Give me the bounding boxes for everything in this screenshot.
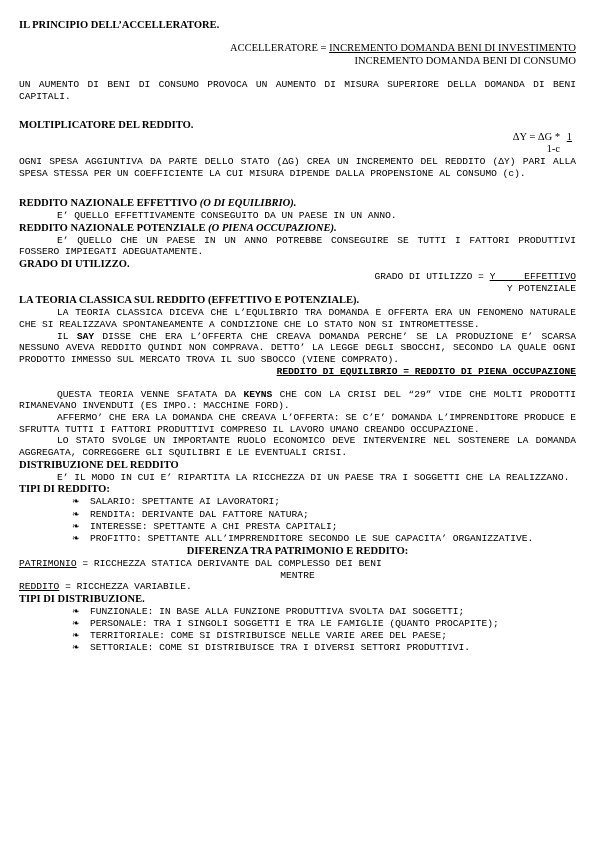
- bullet-icon: ❧: [72, 631, 80, 642]
- grado-formula: [19, 271, 576, 294]
- patrimonio-term: PATRIMONIO: [19, 557, 77, 569]
- bullet-icon: ❧: [72, 619, 80, 630]
- distribuzione-text: E’ IL MODO IN CUI E’ RIPARTITA LA RICCHEZZA DI UN PAESE TRA I SOGGETTI CHE LA REALIZZANO.: [57, 471, 570, 483]
- list-item: ❧ PROFITTO: SPETTANTE ALL’IMPRRENDITORE SECONDO LE SUE CAPACITA’ ORGANIZZATIVE.: [72, 532, 534, 544]
- list-item: ❧ SALARIO: SPETTANTE AI LAVORATORI;: [72, 496, 280, 508]
- potenziale-text: E’ QUELLO CHE UN PAESE IN UN ANNO POTREBBE CONSEGUIRE SE TUTTI I FATTORI PRODUTTIVI FOSSERO IMPIEGATI ADEGUATAMENTE.: [19, 234, 576, 258]
- accelleratore-label: ACCELLERATORE =: [229, 43, 330, 54]
- patrimonio-definition: PATRIMONIO = RICCHEZZA STATICA DERIVANTE DAL COMPLESSO DEI BENI: [19, 557, 382, 569]
- tipi-distribuzione-heading: TIPI DI DISTRIBUZIONE.: [19, 593, 145, 605]
- moltiplicatore-heading: MOLTIPLICATORE DEL REDDITO.: [19, 120, 194, 132]
- list-item: ❧ TERRITORIALE: COME SI DISTRIBUISCE NELLE VARIE AREE DEL PAESE;: [72, 630, 447, 642]
- distribuzione-heading: DISTRIBUZIONE DEL REDDITO: [19, 459, 179, 471]
- bullet-icon: ❧: [72, 606, 80, 617]
- teoria-p5: LO STATO SVOLGE UN IMPORTANTE RUOLO ECONOMICO DEVE INTERVENIRE NEL SOSTENERE LA DOMANDA AGGREGATA, CORREGGERE GLI SQUILIBRI E LE EVENTUALI CRISI.: [19, 435, 576, 459]
- teoria-p4: AFFERMO’ CHE ERA LA DOMANDA CHE CREAVA L’OFFERTA: SE C’E’ DOMANDA L’IMPRENDITORE PRODUCE E SFRUTTA TUTTI I FATTORI PRODUTTIVI COMPRESO IL LAVORO UMANO CREANDO OCCUPAZIONE.: [19, 411, 576, 435]
- teoria-p3: QUESTA TEORIA VENNE SFATATA DA KEYNS CHE CON LA CRISI DEL “29” VIDE CHE MOLTI PRODOTTI RIMANEVANO INVENDUTI (ES IMPO.: MACCHINE FORD).: [19, 388, 576, 412]
- effettivo-heading: REDDITO NAZIONALE EFFETTIVO (O DI EQUILIBRIO).: [19, 197, 297, 209]
- list-item: ❧ RENDITA: DERIVANTE DAL FATTORE NATURA;: [72, 508, 309, 520]
- keyns-name: KEYNS: [243, 388, 273, 400]
- potenziale-heading: REDDITO NAZIONALE POTENZIALE (O PIENA OCCUPAZIONE).: [19, 222, 337, 234]
- grado-numerator: Y EFFETTIVO: [489, 270, 576, 282]
- effettivo-text: E’ QUELLO EFFETTIVAMENTE CONSEGUITO DA UN PAESE IN UN ANNO.: [57, 209, 397, 221]
- document-page: [19, 19, 576, 654]
- equilibrio-formula: REDDITO DI EQUILIBRIO = REDDITO DI PIENA OCCUPAZIONE: [276, 365, 576, 377]
- teoria-p1: LA TEORIA CLASSICA DICEVA CHE L’EQULIBRIO TRA DOMANDA E OFFERTA ERA UN FENOMENO NATURALE CHE SI REALIZZAVA SPONTANEAMENTE A CONDIZIONE CHE LO STATO NON SI INTROMETTESSE.: [19, 307, 576, 331]
- list-item: ❧ SETTORIALE: COME SI DISTRIBUISCE TRA I DIVERSI SETTORI PRODUTTIVI.: [72, 642, 470, 654]
- teoria-p2: IL SAY DISSE CHE ERA L’OFFERTA CHE CREAVA DOMANDA PERCHE’ SE LA PRODUZIONE E’ SCARSA NESSUNO AVEVA REDDITO QUINDI NON COMPRAVA. DETTO’ LA LEGGE DEGLI SBOCCHI, SECONDO LA QUALE OGNI PRODOTTO IMMESSO SUL MERCATO TROVA IL SUO SBOCCO (VIENE COMPRATO).: [19, 330, 577, 366]
- accelleratore-numerator: INCREMENTO DOMANDA BENI DI INVESTIMENTO: [329, 43, 576, 54]
- moltiplicatore-text: OGNI SPESA AGGIUNTIVA DA PARTE DELLO STATO (ΔG) CREA UN INCREMENTO DEL REDDITO (ΔY) PARI ALLA SPESA STESSA PER UN COEFFICIENTE LA CUI MISURA DIPENDE DALLA PROPENSIONE AL CONSUMO (c).: [19, 156, 576, 180]
- list-item: ❧ FUNZIONALE: IN BASE ALLA FUNZIONE PRODUTTIVA SVOLTA DAI SOGGETTI;: [72, 605, 465, 617]
- grado-heading: GRADO DI UTILIZZO.: [19, 258, 130, 270]
- accelleratore-denominator: INCREMENTO DOMANDA BENI DI CONSUMO: [354, 55, 576, 67]
- moltiplicatore-numerator: 1: [566, 132, 572, 144]
- accelleratore-text: UN AUMENTO DI BENI DI CONSUMO PROVOCA UN AUMENTO DI MISURA SUPERIORE DELLA DOMANDA DI BENI CAPITALI.: [19, 79, 576, 102]
- accelleratore-formula: [19, 43, 576, 68]
- grado-denominator: Y POTENZIALE: [506, 282, 576, 294]
- bullet-icon: ❧: [72, 521, 80, 532]
- tipi-reddito-heading: TIPI DI REDDITO:: [19, 484, 110, 496]
- moltiplicatore-denominator: 1-c: [546, 144, 560, 156]
- list-item: ❧ INTERESSE: SPETTANTE A CHI PRESTA CAPITALI;: [72, 520, 338, 532]
- mentre-word: MENTRE: [280, 569, 315, 581]
- bullet-icon: ❧: [72, 497, 80, 508]
- grado-label: GRADO DI UTILIZZO =: [374, 270, 490, 282]
- tipi-distribuzione-list: [19, 606, 576, 654]
- page-title: IL PRINCIPIO DELL’ACCELLERATORE.: [19, 20, 220, 31]
- bullet-icon: ❧: [72, 509, 80, 520]
- tipi-reddito-list: [19, 496, 576, 544]
- bullet-icon: ❧: [72, 643, 80, 654]
- bullet-icon: ❧: [72, 533, 80, 544]
- moltiplicatore-formula: [19, 132, 576, 156]
- reddito-definition: REDDITO = RICCHEZZA VARIABILE.: [19, 581, 192, 593]
- differenza-heading: DIFERENZA TRA PATRIMONIO E REDDITO:: [186, 545, 409, 557]
- reddito-term: REDDITO: [19, 581, 60, 593]
- say-name: SAY: [76, 330, 95, 342]
- moltiplicatore-lhs: ΔY = ΔG *: [512, 132, 563, 144]
- teoria-heading: LA TEORIA CLASSICA SUL REDDITO (EFFETTIVO E POTENZIALE).: [19, 295, 360, 307]
- list-item: ❧ PERSONALE: TRA I SINGOLI SOGGETTI E TRA LE FAMIGLIE (QUANTO PROCAPITE);: [72, 618, 499, 630]
